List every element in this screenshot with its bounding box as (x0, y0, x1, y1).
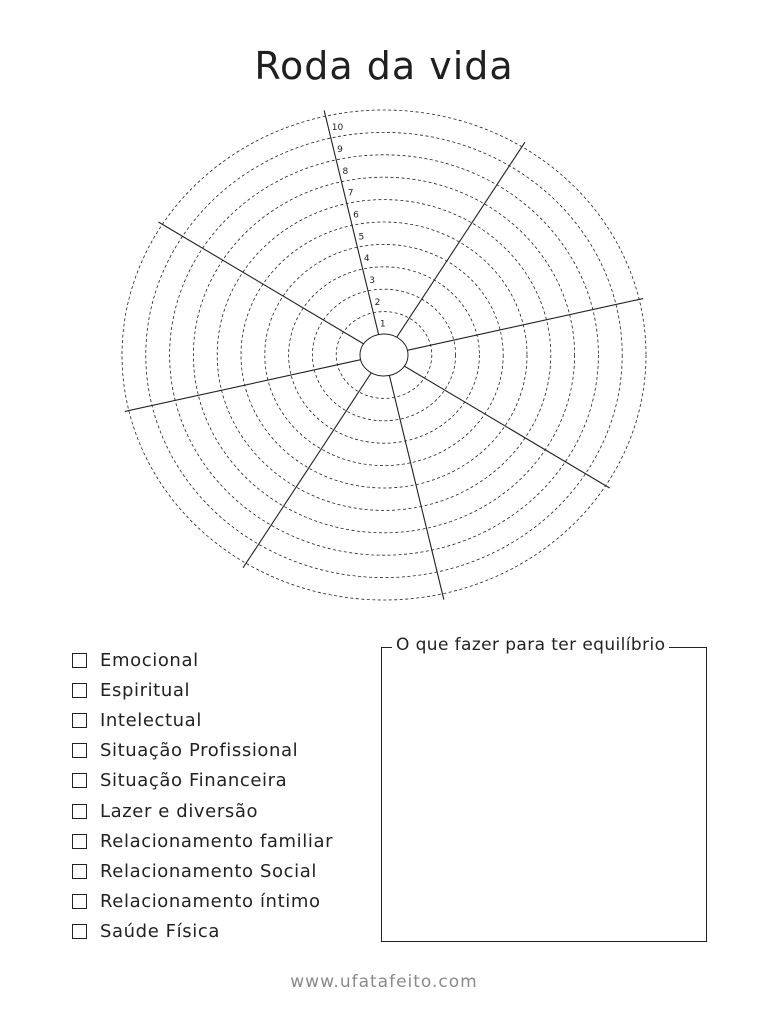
area-label: Saúde Física (100, 921, 220, 943)
checkbox[interactable] (72, 773, 87, 788)
scale-label: 1 (379, 319, 386, 330)
wheel-spoke (407, 299, 643, 351)
checkbox[interactable] (72, 713, 87, 728)
area-label: Relacionamento Social (100, 860, 317, 882)
checkbox[interactable] (72, 894, 87, 909)
checkbox[interactable] (72, 653, 87, 668)
scale-label: 4 (363, 254, 370, 265)
page-title: Roda da vida (254, 44, 514, 88)
area-item-lazer-diversao[interactable] (72, 796, 333, 826)
scale-label: 3 (369, 275, 375, 286)
scale-label: 10 (331, 123, 344, 134)
scale-label: 5 (358, 232, 365, 243)
checkbox[interactable] (72, 924, 87, 939)
area-label: Emocional (100, 649, 199, 671)
scale-label: 2 (374, 297, 381, 308)
notes-box (381, 635, 707, 942)
wheel-spoke (125, 360, 361, 412)
scale-label: 8 (342, 166, 349, 177)
checkbox[interactable] (72, 834, 87, 849)
area-label: Intelectual (100, 709, 202, 731)
area-label: Relacionamento íntimo (100, 891, 321, 913)
scale-label: 7 (347, 188, 354, 199)
scale-label: 9 (337, 145, 343, 156)
area-item-emocional[interactable] (72, 645, 333, 675)
wheel-spoke (324, 110, 378, 334)
checkbox[interactable] (72, 864, 87, 879)
wheel-spoke (243, 373, 371, 568)
area-item-intelectual[interactable] (72, 705, 333, 735)
checkbox[interactable] (72, 743, 87, 758)
area-label: Espiritual (100, 679, 191, 701)
area-item-situacao-profissional[interactable] (72, 736, 333, 766)
wheel-spoke (397, 142, 525, 337)
wheel-spoke (404, 366, 609, 488)
area-label: Situação Financeira (100, 770, 288, 792)
scale-label: 6 (353, 210, 359, 221)
wheel-spoke (389, 375, 443, 599)
footer-website: www.ufatafeito.com (290, 972, 478, 992)
area-item-relacionamento-intimo[interactable] (72, 887, 333, 917)
area-item-espiritual[interactable] (72, 675, 333, 705)
area-item-situacao-financeira[interactable] (72, 766, 333, 796)
notes-writing-area[interactable] (382, 662, 706, 941)
areas-checklist (72, 645, 333, 947)
notes-title: O que fazer para ter equilíbrio (392, 635, 669, 655)
area-label: Relacionamento familiar (100, 830, 334, 852)
checkbox[interactable] (72, 804, 87, 819)
area-label: Lazer e diversão (100, 800, 259, 822)
area-item-saude-fisica[interactable] (72, 917, 333, 947)
wheel-spoke (158, 222, 363, 344)
area-item-relacionamento-social[interactable] (72, 856, 333, 886)
checkbox[interactable] (72, 683, 87, 698)
area-label: Situação Profissional (100, 740, 299, 762)
wheel-hub (360, 334, 408, 376)
area-item-relacionamento-familiar[interactable] (72, 826, 333, 856)
